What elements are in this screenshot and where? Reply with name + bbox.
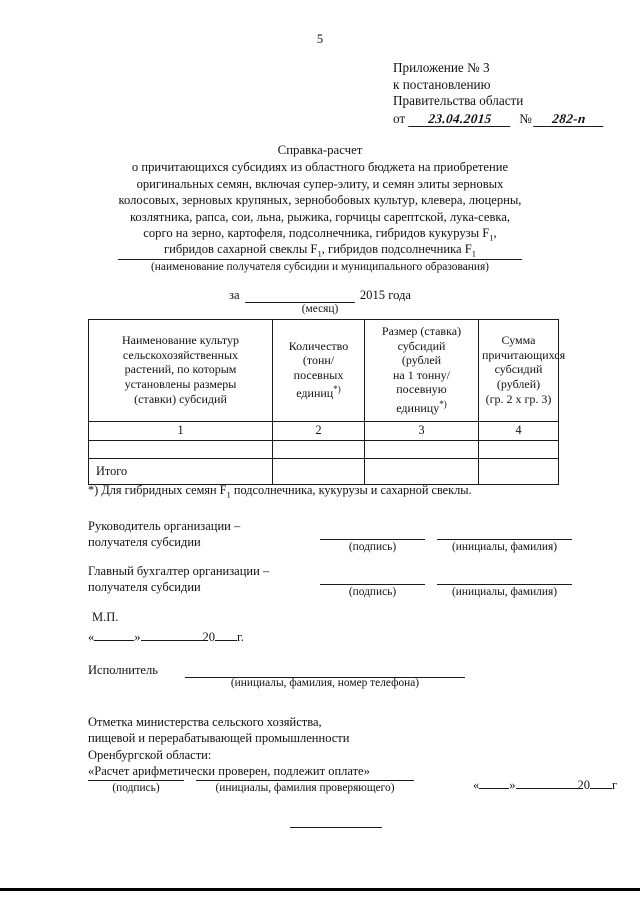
stamp-place-label: М.П. [92,610,119,624]
signature-rule[interactable] [320,583,425,585]
table-header-rate [365,320,479,422]
month-input[interactable] [141,628,203,641]
hdr-line: посевную [396,382,447,397]
head-initials-slot[interactable] [437,538,572,553]
hdr-line: Количество [288,338,349,353]
accountant-signature-line-1: Главный бухгалтер организации – [88,564,270,578]
table-row[interactable] [89,440,559,458]
recipient-caption: (наименование получателя субсидии и муниципального образования) [151,261,489,273]
column-number: 1 [89,421,273,440]
year-prefix: 20 [577,778,590,792]
accountant-initials-slot[interactable] [437,583,572,598]
title-line-5: сорго на зерно, картофеля, подсолнечника, гибридов кукурузы $F_1$, [143,226,497,243]
title-line-6: гибридов сахарной свеклы $F_1$, гибридов подсолнечника $F_1$ [163,242,477,259]
verify-signature-slot[interactable] [88,779,184,794]
day-input[interactable] [94,628,134,641]
period-row [0,288,640,303]
recipient-field[interactable] [0,258,640,273]
signature-caption: (подпись) [112,782,160,794]
initials-rule[interactable] [437,583,572,585]
hdr-line: (ставки) субсидий [134,391,227,406]
appendix-line-3: Правительства области [393,93,524,108]
accountant-signature-slot[interactable] [320,583,425,598]
ministry-line-1: Отметка министерства сельского хозяйства, [88,715,322,729]
head-signature-slot[interactable] [320,538,425,553]
accountant-signature-label [88,563,269,595]
verification-date-line [473,776,617,793]
hdr-line: субсидий [397,338,446,353]
hdr-line: единицу*) [396,398,447,415]
head-signature-line-2: получателя субсидии [88,535,201,549]
table-column-number-row [89,421,559,440]
document-title-block [60,142,580,258]
total-cell[interactable] [365,458,479,484]
appendix-number-prefix: № [519,110,532,126]
hdr-line: (тонн/ [302,353,335,368]
subsidy-table [88,319,566,485]
period-prefix: за [228,288,240,302]
hdr-line: на 1 тонну/ [392,367,450,382]
year-suffix: г [612,778,618,792]
total-cell[interactable] [273,458,365,484]
head-signature-line-1: Руководитель организации – [88,519,241,533]
table-header-row [89,320,559,422]
title-line-2: оригинальных семян, включая супер-элиту, и семян элиты зерновых [136,176,504,191]
column-number: 3 [365,421,479,440]
appendix-date-row [393,111,604,128]
appendix-header [393,60,604,127]
day-input[interactable] [479,776,509,789]
hdr-line: посевных [293,367,344,382]
head-signature-label [88,518,240,550]
hdr-line: Размер (ставка) [381,324,462,338]
table-cell[interactable] [365,440,479,458]
hdr-line: Наименование культур [122,333,239,348]
appendix-number-value: 282-п [533,112,605,127]
hdr-line: растений, по которым [124,362,237,377]
signature-caption: (подпись) [348,586,397,598]
table-header-amount [479,320,566,422]
recipient-blank-line[interactable] [118,258,522,260]
title-line-4: козлятника, рапса, сои, льна, рыжика, горчицы сарептской, лука-севка, [129,209,511,224]
quote-close: » [134,630,141,644]
table-footnote: *) Для гибридных семян $F_1$ подсолнечника, кукурузы и сахарной свеклы. [88,483,472,500]
accountant-signature-fields [320,583,572,598]
column-number: 4 [479,421,559,440]
page-bottom-rule [0,888,640,891]
month-caption: (месяц) [301,303,339,315]
ministry-line-3: Оренбургской области: [88,747,212,762]
hdr-line: установлены размеры [124,377,237,392]
executor-label: Исполнитель [88,663,158,677]
signature-rule[interactable] [88,779,184,781]
initials-rule[interactable] [196,779,414,781]
table-header-quantity [273,320,365,422]
quote-open: « [88,630,95,644]
quote-close: » [509,778,516,792]
ministry-line-4: «Расчет арифметически проверен, подлежит оплате» [88,763,370,778]
initials-caption: (инициалы, фамилия) [451,586,557,598]
month-input[interactable] [516,776,578,789]
appendix-line-2: к постановлению [393,76,491,92]
year-suffix: г. [237,630,244,644]
appendix-line-1: Приложение № 3 [393,60,490,75]
table-cell[interactable] [479,440,559,458]
period-year: 2015 года [359,288,411,302]
quote-open: « [473,778,480,792]
month-input[interactable] [245,289,355,303]
hdr-line: субсидий [494,362,543,377]
hdr-line: сельскохозяйственных [122,347,239,362]
ministry-line-2: пищевой и перерабатывающей промышленности [88,731,350,746]
hdr-line: (рублей) [496,377,541,392]
hdr-line: (гр. 2 х гр. 3) [485,391,552,406]
year-input[interactable] [590,776,612,789]
appendix-date-value: 23.04.2015 [408,112,512,127]
accountant-signature-line-2: получателя субсидии [88,580,201,594]
hdr-line: (рублей [401,353,442,368]
year-prefix: 20 [202,630,215,644]
trailing-blank-rule[interactable] [290,826,382,828]
verify-initials-slot[interactable] [196,779,414,794]
initials-rule[interactable] [437,538,572,540]
signature-caption: (подпись) [348,541,397,553]
ministry-note [88,714,370,779]
head-signature-fields [320,538,572,553]
title-line-1: о причитающихся субсидиях из областного бюджета на приобретение [131,160,509,175]
hdr-line: причитающихся [482,347,566,362]
page-number: 5 [316,32,324,46]
column-number: 2 [273,421,365,440]
appendix-date-prefix: от [393,110,406,126]
signature-rule[interactable] [320,538,425,540]
document-title: Справка-расчет [277,143,363,157]
hdr-line: Сумма [501,333,536,348]
hdr-line: единиц*) [296,384,341,401]
title-line-3: колосовых, зерновых крупяных, зернобобовых культур, клевера, люцерны, [118,193,522,208]
table-total-row [89,458,559,484]
table-cell[interactable] [89,440,273,458]
table-header-crop-name [89,320,273,422]
stamp-date-line [88,628,244,645]
initials-caption: (инициалы, фамилия) [451,541,557,553]
year-input[interactable] [215,628,237,641]
initials-caption: (инициалы, фамилия проверяющего) [215,782,395,794]
total-label: Итого [89,458,273,484]
total-cell[interactable] [479,458,559,484]
table-cell[interactable] [273,440,365,458]
executor-caption: (инициалы, фамилия, номер телефона) [230,677,420,689]
